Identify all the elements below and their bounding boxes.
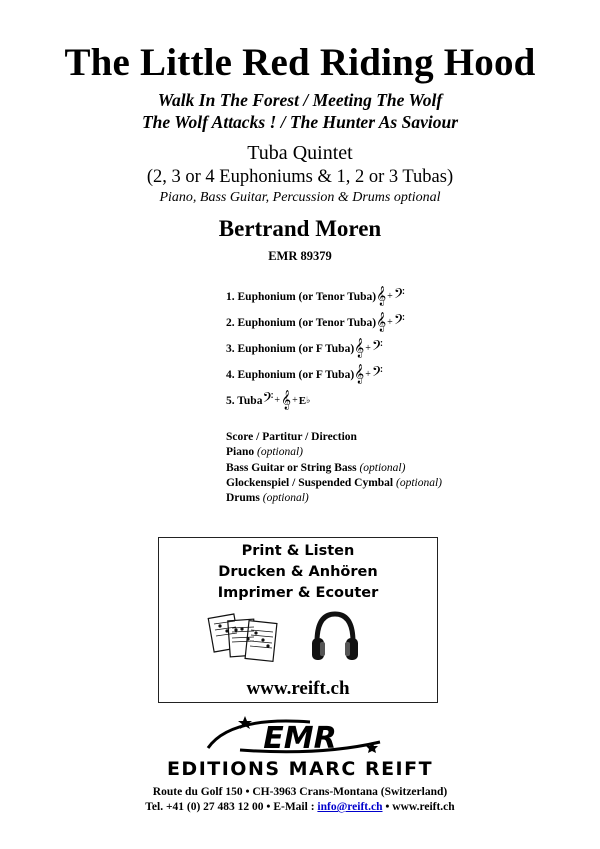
publisher-name: EDITIONS MARC REIFT [166, 758, 434, 780]
e-flat-label: E [298, 394, 307, 407]
extra-name: Piano [226, 446, 255, 459]
plus-icon: + [292, 395, 298, 406]
extra-item [226, 476, 442, 491]
treble-clef-icon: 𝄞 [376, 312, 387, 332]
part-label: 3. Euphonium (or F Tuba) [226, 342, 355, 355]
plus-icon: + [365, 369, 371, 380]
website-link[interactable]: www.reift.ch [246, 678, 350, 699]
extra-name: Glockenspiel / Suspended Cymbal [226, 476, 394, 489]
bass-clef-icon: 𝄢 [371, 364, 383, 384]
extra-note: (optional) [395, 476, 442, 489]
part-label: 1. Euphonium (or Tenor Tuba) [226, 290, 377, 303]
subtitle-line-2: The Wolf Attacks ! / The Hunter As Saviour [141, 112, 459, 132]
extra-name: Bass Guitar or String Bass [226, 461, 357, 474]
publisher-address: Route du Golf 150 • CH-3963 Crans-Montana (Switzerland) [152, 786, 448, 798]
bass-clef-icon: 𝄢 [262, 390, 274, 410]
extra-name: Drums [226, 492, 260, 505]
subtitle-line-1: Walk In The Forest / Meeting The Wolf [157, 90, 443, 110]
extra-note: (optional) [359, 461, 406, 474]
extra-parts-list [226, 430, 442, 506]
plus-icon: + [365, 343, 371, 354]
contact-phone: Tel. +41 (0) 27 483 12 00 • E-Mail : [145, 801, 315, 813]
bass-clef-icon: 𝄢 [393, 312, 405, 332]
catalog-number: EMR 89379 [268, 249, 332, 263]
logo-text: EMR [263, 721, 337, 756]
instrumentation-detail: (2, 3 or 4 Euphoniums & 1, 2 or 3 Tubas) [146, 167, 454, 187]
part-item [226, 340, 383, 357]
publisher-contact [0, 801, 600, 813]
plus-icon: + [387, 317, 393, 328]
part-label: 2. Euphonium (or Tenor Tuba) [226, 316, 377, 329]
treble-clef-icon: 𝄞 [354, 364, 365, 384]
part-item [226, 366, 383, 383]
extra-note: (optional) [257, 446, 303, 459]
sheet-music-icon [207, 610, 283, 666]
bass-clef-icon: 𝄢 [371, 338, 383, 358]
part-item [226, 392, 310, 409]
email-link[interactable]: info@reift.ch [317, 801, 383, 813]
composer-name: Bertrand Moren [218, 216, 382, 241]
extra-item [226, 461, 442, 476]
emr-logo [200, 712, 400, 760]
optional-instruments: Piano, Bass Guitar, Percussion & Drums optional [159, 190, 441, 205]
page-title: The Little Red Riding Hood [64, 41, 536, 84]
plus-icon: + [274, 395, 281, 406]
extra-note: (optional) [262, 492, 309, 505]
contact-website[interactable]: • www.reift.ch [385, 801, 455, 813]
bass-clef-icon: 𝄢 [393, 286, 405, 306]
treble-clef-icon: 𝄞 [281, 390, 292, 410]
promo-line-3: Imprimer & Ecouter [217, 585, 379, 601]
extra-item [226, 430, 442, 445]
print-listen-box[interactable] [158, 537, 438, 703]
instrumentation: Tuba Quintet [247, 142, 353, 164]
flat-icon: ♭ [306, 395, 311, 406]
treble-clef-icon: 𝄞 [376, 286, 387, 306]
headphones-icon [309, 608, 361, 664]
promo-line-2: Drucken & Anhören [218, 564, 378, 580]
plus-icon: + [387, 291, 393, 302]
part-label: 4. Euphonium (or F Tuba) [226, 368, 355, 381]
treble-clef-icon: 𝄞 [354, 338, 365, 358]
extra-item [226, 445, 442, 460]
extra-item [226, 491, 442, 506]
part-item [226, 314, 405, 331]
part-item [226, 288, 405, 305]
promo-line-1: Print & Listen [241, 543, 355, 559]
part-label: 5. Tuba [226, 394, 263, 407]
extra-name: Score / Partitur / Direction [226, 431, 357, 443]
